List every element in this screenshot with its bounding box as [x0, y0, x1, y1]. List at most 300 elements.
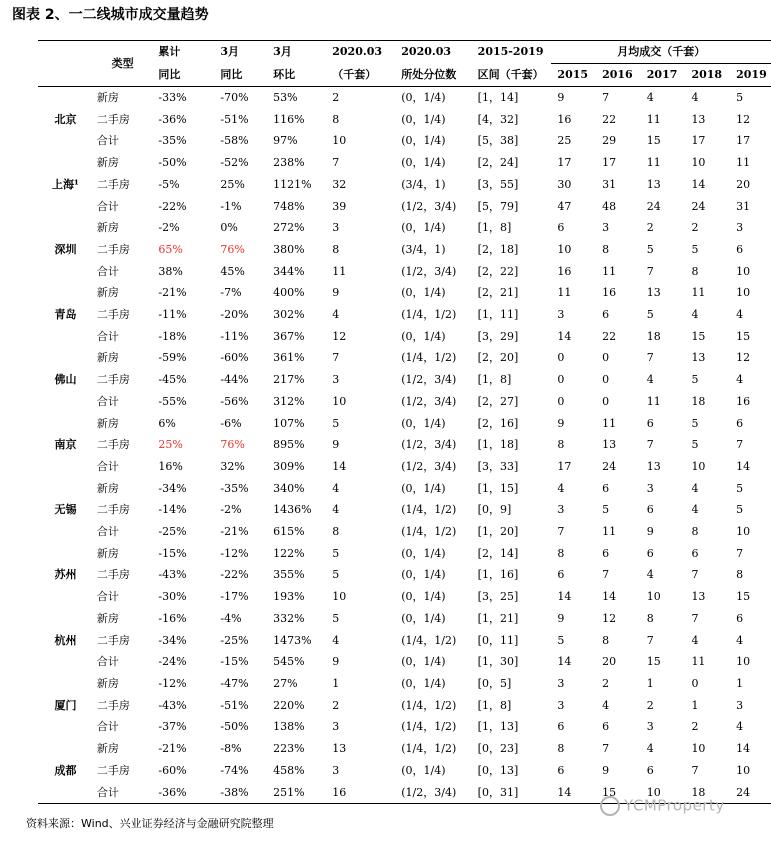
range: [1，21]: [477, 611, 519, 625]
year-value: 10: [736, 525, 751, 539]
year-value: 4: [646, 742, 654, 756]
year-value: 13: [646, 286, 661, 300]
cum-yoy: -25%: [158, 525, 187, 539]
mar-volume: 4: [332, 308, 340, 322]
header-range-top: 2015-2019: [476, 41, 552, 64]
cum-yoy: -37%: [158, 720, 187, 734]
mar-mom: 309%: [273, 459, 305, 473]
percentile: (1/2，3/4): [401, 373, 457, 387]
year-value: 14: [691, 177, 706, 191]
header-vol-bottom: （千套）: [328, 64, 399, 87]
year-value: 6: [736, 416, 744, 430]
range: [2，14]: [477, 546, 519, 560]
year-value: 16: [602, 286, 617, 300]
range: [4，32]: [477, 112, 519, 126]
year-value: 10: [557, 242, 572, 256]
year-value: 5: [646, 308, 654, 322]
year-value: 7: [691, 568, 699, 582]
year-value: 10: [736, 763, 751, 777]
year-value: 6: [602, 546, 610, 560]
mar-yoy: -58%: [220, 134, 249, 148]
cum-yoy: -22%: [158, 199, 187, 213]
mar-mom: 615%: [273, 525, 305, 539]
year-value: 8: [691, 264, 699, 278]
year-value: 6: [736, 242, 744, 256]
year-value: 7: [646, 351, 654, 365]
year-value: 9: [557, 416, 565, 430]
mar-volume: 7: [332, 156, 340, 170]
range: [2，27]: [477, 394, 519, 408]
mar-yoy: -47%: [220, 676, 249, 690]
mar-yoy: -21%: [220, 525, 249, 539]
year-value: 13: [691, 112, 706, 126]
header-cum-top: 累计: [152, 41, 214, 64]
mar-yoy: -7%: [220, 286, 242, 300]
header-monthly-avg: 月均成交（千套）: [551, 41, 771, 64]
mar-yoy: 76%: [220, 438, 245, 452]
table-row: [38, 608, 771, 630]
cum-yoy: 25%: [158, 438, 183, 452]
figure-title: 图表 2、一二线城市成交量趋势: [12, 7, 209, 23]
range: [1，15]: [477, 481, 519, 495]
mar-volume: 13: [332, 742, 347, 756]
year-value: 48: [602, 199, 617, 213]
table-row: [38, 196, 771, 218]
row-type: 二手房: [96, 503, 130, 517]
mar-yoy: -38%: [214, 782, 267, 804]
mar-volume: 14: [332, 459, 347, 473]
mar-yoy: -1%: [220, 199, 242, 213]
city-name: 杭州: [54, 633, 77, 647]
year-value: 15: [646, 134, 661, 148]
percentile: (3/4，1): [401, 242, 446, 256]
year-value: 8: [602, 633, 610, 647]
percentile: (0，1/4): [401, 286, 446, 300]
mar-volume: 5: [332, 416, 340, 430]
table-row: [38, 304, 771, 326]
year-value: 4: [736, 720, 744, 734]
cum-yoy: -14%: [158, 503, 187, 517]
mar-volume: 4: [332, 503, 340, 517]
mar-yoy: 76%: [220, 242, 245, 256]
year-value: 9: [557, 91, 565, 104]
year-value: 2: [646, 698, 654, 712]
year-value: 17: [602, 156, 617, 170]
year-value: 11: [557, 286, 572, 300]
mar-volume: 10: [332, 590, 347, 604]
mar-volume: 5: [332, 568, 340, 582]
row-type: 合计: [96, 590, 119, 604]
mar-yoy: -70%: [220, 91, 249, 104]
year-value: 5: [736, 91, 744, 104]
cum-yoy: -21%: [158, 742, 187, 756]
percentile: (1/2，3/4): [401, 199, 457, 213]
year-value: 5: [691, 242, 699, 256]
year-value: 10: [691, 459, 706, 473]
year-value: 16: [736, 394, 751, 408]
mar-mom: 138%: [273, 720, 305, 734]
range: [2，18]: [477, 242, 519, 256]
year-value: 22: [602, 112, 617, 126]
mar-mom: 302%: [273, 308, 305, 322]
row-type: 新房: [96, 221, 119, 235]
table-row: [38, 87, 771, 109]
percentile: (0，1/4): [401, 763, 446, 777]
table-row: [38, 543, 771, 565]
year-value: 6: [602, 481, 610, 495]
header-year: 2018: [685, 64, 730, 87]
year-value: 4: [691, 503, 699, 517]
year-value: 17: [557, 459, 572, 473]
year-value: 14: [557, 590, 572, 604]
year-value: 18: [691, 394, 706, 408]
year-value: 16: [557, 112, 572, 126]
wechat-icon: [600, 796, 620, 816]
range: [1，14]: [477, 91, 519, 104]
year-value: 5: [736, 503, 744, 517]
range: [3，55]: [477, 177, 519, 191]
percentile: (1/4，1/2): [401, 698, 457, 712]
year-value: 24: [730, 782, 771, 804]
year-value: 0: [557, 351, 565, 365]
year-value: 20: [736, 177, 751, 191]
mar-mom: 251%: [267, 782, 328, 804]
year-value: 0: [691, 676, 699, 690]
range: [1，8]: [477, 698, 512, 712]
range: [1，20]: [477, 525, 519, 539]
city-name: 厦门: [54, 698, 77, 712]
cum-yoy: -55%: [158, 394, 187, 408]
header-year: 2016: [596, 64, 641, 87]
year-value: 11: [646, 156, 661, 170]
range: [1，16]: [477, 568, 519, 582]
table-row: [38, 695, 771, 717]
year-value: 7: [602, 742, 610, 756]
mar-volume: 3: [332, 221, 340, 235]
table-row: [38, 174, 771, 196]
year-value: 4: [736, 308, 744, 322]
city-name: 成都: [38, 738, 93, 804]
year-value: 3: [557, 698, 565, 712]
mar-mom: 340%: [273, 481, 305, 495]
row-type: 二手房: [96, 633, 130, 647]
year-value: 6: [557, 720, 565, 734]
header-mar-yoy-top: 3月: [214, 41, 267, 64]
mar-volume: 9: [332, 438, 340, 452]
table-row: [38, 109, 771, 131]
row-type: 二手房: [96, 438, 130, 452]
range: [2，24]: [477, 156, 519, 170]
header-year: 2015: [551, 64, 596, 87]
table-row: [38, 369, 771, 391]
percentile: (0，1/4): [401, 481, 446, 495]
year-value: 31: [602, 177, 617, 191]
year-value: 9: [602, 763, 610, 777]
mar-mom: 355%: [273, 568, 305, 582]
row-type: 新房: [96, 91, 119, 104]
row-type: 合计: [96, 459, 119, 473]
mar-volume: 2: [332, 91, 340, 104]
mar-yoy: -44%: [220, 373, 249, 387]
mar-volume: 3: [332, 763, 340, 777]
year-value: 7: [557, 525, 565, 539]
header-pct-top: 2020.03: [399, 41, 475, 64]
row-type: 合计: [96, 264, 119, 278]
row-type: 二手房: [96, 112, 130, 126]
year-value: 4: [736, 633, 744, 647]
year-value: 0: [602, 351, 610, 365]
header-range-bottom: 区间（千套）: [476, 64, 552, 87]
mar-mom: 220%: [273, 698, 305, 712]
city-name: 苏州: [54, 568, 77, 582]
row-type: 二手房: [96, 763, 130, 777]
range: [0，11]: [477, 633, 519, 647]
year-value: 6: [557, 763, 565, 777]
table-row: [38, 716, 771, 738]
cum-yoy: 38%: [158, 264, 183, 278]
year-value: 9: [557, 611, 565, 625]
year-value: 29: [602, 134, 617, 148]
year-value: 13: [691, 351, 706, 365]
mar-yoy: -50%: [220, 720, 249, 734]
year-value: 4: [691, 481, 699, 495]
year-value: 8: [557, 546, 565, 560]
header-vol-top: 2020.03: [328, 41, 399, 64]
year-value: 6: [736, 611, 744, 625]
range: [1，13]: [477, 720, 519, 734]
percentile: (1/4，1/2): [401, 503, 457, 517]
mar-yoy: -15%: [220, 655, 249, 669]
row-type: 合计: [96, 394, 119, 408]
mar-volume: 9: [332, 655, 340, 669]
year-value: 0: [557, 394, 565, 408]
year-value: 6: [557, 221, 565, 235]
range: [2，22]: [477, 264, 519, 278]
city-name: 佛山: [54, 373, 77, 387]
header-year: 2017: [641, 64, 686, 87]
year-value: 11: [646, 394, 661, 408]
mar-volume: 8: [332, 112, 340, 126]
cum-yoy: -15%: [158, 546, 187, 560]
year-value: 15: [736, 590, 751, 604]
header-mar-yoy-bottom: 同比: [214, 64, 267, 87]
cum-yoy: -35%: [158, 134, 187, 148]
year-value: 3: [602, 221, 610, 235]
mar-mom: 361%: [273, 351, 305, 365]
mar-yoy: -25%: [220, 633, 249, 647]
table-row: [38, 434, 771, 456]
percentile: (0，1/4): [401, 156, 446, 170]
year-value: 0: [557, 373, 565, 387]
percentile: (0，1/4): [401, 590, 446, 604]
year-value: 4: [646, 568, 654, 582]
mar-mom: 223%: [273, 742, 305, 756]
percentile: (0，1/4): [401, 112, 446, 126]
year-value: 17: [736, 134, 751, 148]
year-value: 3: [557, 676, 565, 690]
mar-volume: 10: [332, 394, 347, 408]
year-value: 6: [646, 763, 654, 777]
mar-volume: 5: [332, 546, 340, 560]
city-name: 上海¹: [52, 177, 79, 191]
row-type: 二手房: [96, 568, 130, 582]
row-type: 合计: [96, 329, 119, 343]
cum-yoy: -43%: [158, 568, 187, 582]
range: [0，31]: [476, 782, 552, 804]
row-type: 新房: [96, 286, 119, 300]
city-name: 深圳: [54, 242, 77, 256]
mar-mom: 116%: [273, 112, 305, 126]
mar-yoy: -22%: [220, 568, 249, 582]
year-value: 10: [641, 782, 686, 804]
year-value: 15: [596, 782, 641, 804]
range: [1，8]: [477, 373, 512, 387]
mar-yoy: 45%: [220, 264, 245, 278]
year-value: 6: [602, 720, 610, 734]
row-type: 新房: [96, 742, 119, 756]
year-value: 14: [557, 329, 572, 343]
mar-yoy: -11%: [220, 329, 249, 343]
cum-yoy: -24%: [158, 655, 187, 669]
mar-mom: 1121%: [273, 177, 312, 191]
year-value: 14: [602, 590, 617, 604]
year-value: 10: [691, 156, 706, 170]
percentile: (0，1/4): [401, 546, 446, 560]
range: [1，8]: [477, 221, 512, 235]
year-value: 11: [602, 525, 617, 539]
table-row: [38, 738, 771, 760]
year-value: 7: [736, 546, 744, 560]
cum-yoy: -36%: [158, 112, 187, 126]
mar-yoy: -52%: [220, 156, 249, 170]
city-name: 无锡: [54, 503, 77, 517]
year-value: 12: [736, 112, 751, 126]
row-type: 合计: [96, 199, 119, 213]
year-value: 2: [691, 221, 699, 235]
cum-yoy: -33%: [158, 91, 187, 104]
mar-yoy: -51%: [220, 112, 249, 126]
mar-mom: 458%: [273, 763, 305, 777]
mar-volume: 3: [332, 720, 340, 734]
year-value: 6: [646, 546, 654, 560]
mar-yoy: -56%: [220, 394, 249, 408]
year-value: 15: [646, 655, 661, 669]
mar-yoy: -51%: [220, 698, 249, 712]
mar-mom: 27%: [273, 676, 298, 690]
volume-table: [38, 40, 771, 804]
percentile: (0，1/4): [401, 676, 446, 690]
cum-yoy: -59%: [158, 351, 187, 365]
range: [0，5]: [477, 676, 512, 690]
row-type: 新房: [96, 481, 119, 495]
year-value: 5: [691, 373, 699, 387]
range: [0，13]: [477, 763, 519, 777]
row-type: 合计: [96, 525, 119, 539]
row-type: 合计: [96, 655, 119, 669]
year-value: 6: [646, 503, 654, 517]
mar-volume: 10: [332, 134, 347, 148]
year-value: 6: [602, 308, 610, 322]
percentile: (1/2，3/4): [401, 438, 457, 452]
year-value: 12: [736, 351, 751, 365]
cum-yoy: -18%: [158, 329, 187, 343]
year-value: 17: [691, 134, 706, 148]
percentile: (0，1/4): [401, 655, 446, 669]
mar-mom: 400%: [273, 286, 305, 300]
table-row: [38, 499, 771, 521]
year-value: 11: [736, 156, 751, 170]
year-value: 3: [736, 221, 744, 235]
row-type: 二手房: [96, 373, 130, 387]
mar-yoy: -6%: [220, 416, 242, 430]
table-row: [38, 586, 771, 608]
mar-volume: 1: [332, 676, 340, 690]
year-value: 15: [691, 329, 706, 343]
year-value: 24: [691, 199, 706, 213]
range: [1，18]: [477, 438, 519, 452]
year-value: 9: [646, 525, 654, 539]
table-body: [38, 87, 771, 804]
year-value: 3: [646, 481, 654, 495]
year-value: 10: [646, 590, 661, 604]
percentile: (1/4，1/2): [401, 633, 457, 647]
year-value: 8: [736, 568, 744, 582]
range: [0，9]: [477, 503, 512, 517]
table-row: [38, 673, 771, 695]
year-value: 17: [557, 156, 572, 170]
year-value: 11: [691, 286, 706, 300]
range: [1，11]: [477, 308, 519, 322]
mar-yoy: -17%: [220, 590, 249, 604]
percentile: (0，1/4): [401, 568, 446, 582]
year-value: 5: [691, 416, 699, 430]
mar-mom: 97%: [273, 134, 298, 148]
percentile: (1/4，1/2): [401, 351, 457, 365]
year-value: 8: [557, 438, 565, 452]
table-row: [38, 413, 771, 435]
city-name: 青岛: [54, 308, 77, 322]
mar-yoy: 0%: [220, 221, 238, 235]
percentile: (1/4，1/2): [401, 525, 457, 539]
year-value: 0: [602, 373, 610, 387]
table-row: [38, 564, 771, 586]
cum-yoy: 65%: [158, 242, 183, 256]
year-value: 8: [646, 611, 654, 625]
year-value: 5: [691, 438, 699, 452]
mar-yoy: -35%: [220, 481, 249, 495]
year-value: 18: [646, 329, 661, 343]
city-name: 北京: [54, 112, 77, 126]
year-value: 11: [646, 112, 661, 126]
mar-mom: 312%: [273, 394, 305, 408]
watermark-text: YCMProperty: [624, 796, 725, 815]
table-row: [38, 217, 771, 239]
year-value: 2: [691, 720, 699, 734]
mar-volume: 8: [332, 242, 340, 256]
row-type: 新房: [96, 416, 119, 430]
cum-yoy: -16%: [158, 611, 187, 625]
percentile: (1/2，3/4): [399, 782, 475, 804]
city-name: 南京: [54, 438, 77, 452]
cum-yoy: -11%: [158, 308, 187, 322]
year-value: 7: [646, 438, 654, 452]
year-value: 7: [646, 633, 654, 647]
percentile: (0，1/4): [401, 329, 446, 343]
year-value: 4: [691, 633, 699, 647]
year-value: 14: [736, 459, 751, 473]
year-value: 4: [602, 698, 610, 712]
percentile: (1/2，3/4): [401, 459, 457, 473]
